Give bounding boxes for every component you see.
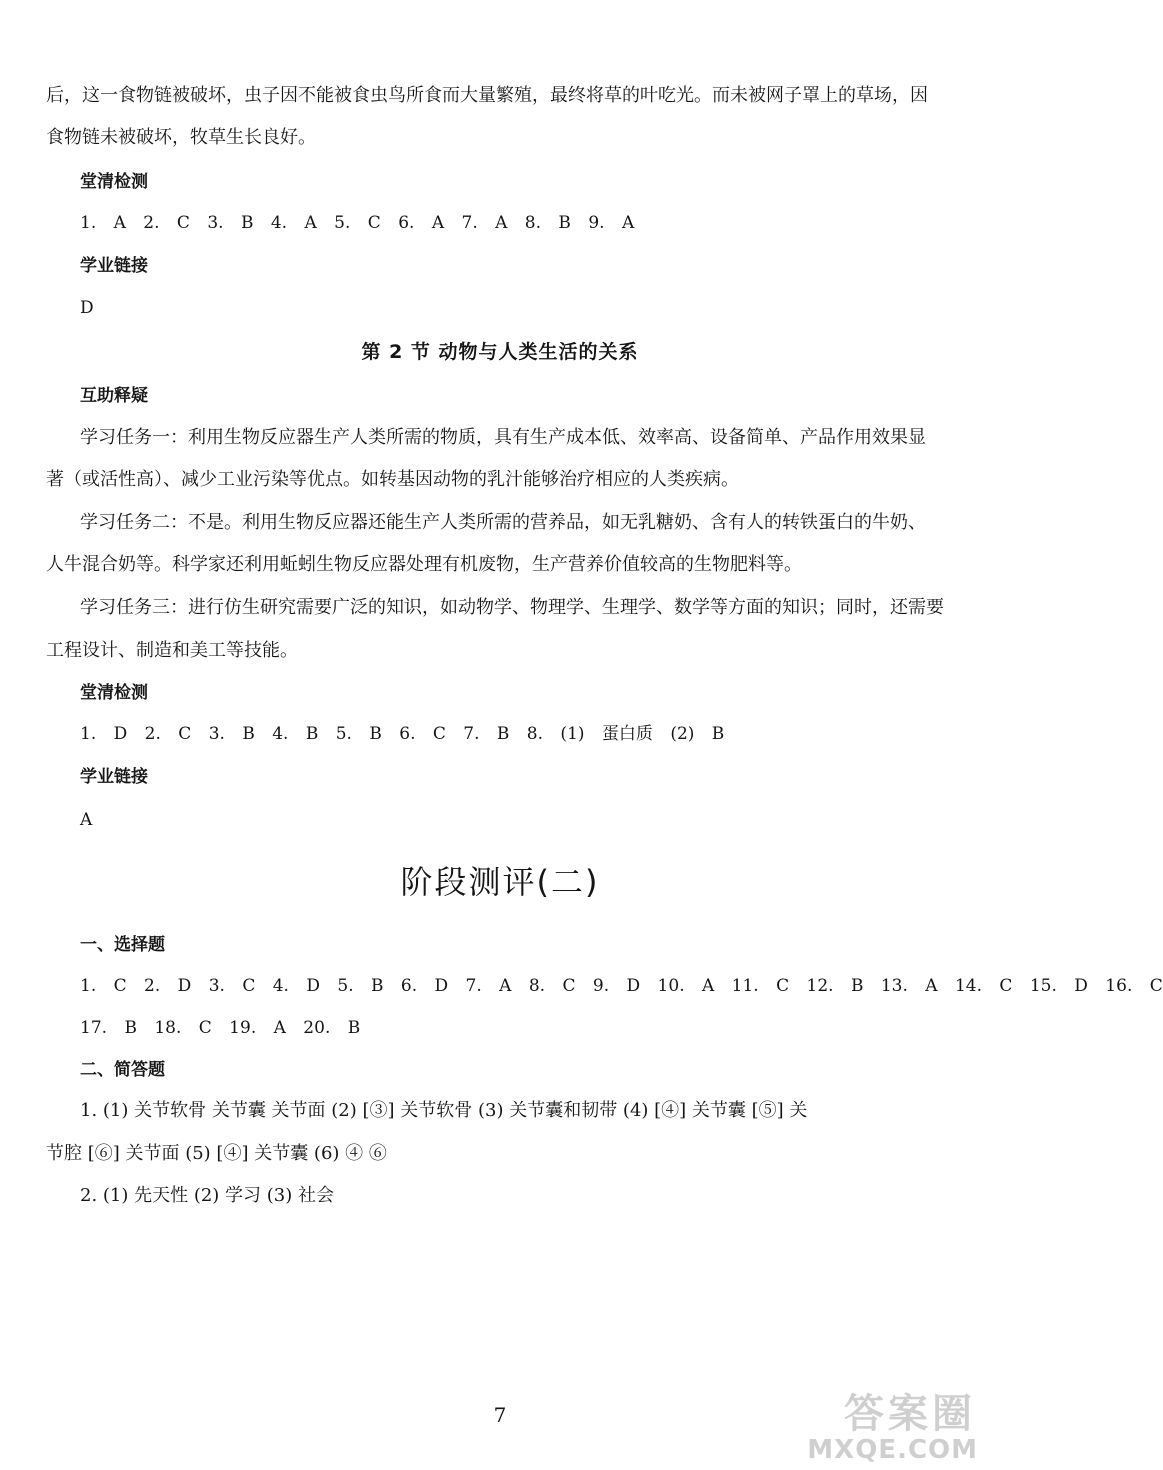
task3-line-1: 学习任务三：进行仿生研究需要广泛的知识，如动物学、物理学、生理学、数学等方面的知识；同时，还需要 [80,597,944,618]
task3-line-2: 工程设计、制造和美工等技能。 [46,640,298,661]
link-answer-1: D [80,298,94,318]
section-title: 第 2 节 动物与人类生活的关系 [361,341,639,363]
q1-line-1: 1. (1) 关节软骨 关节囊 关节面 (2) [③] 关节软骨 (3) 关节囊和韧带 (4) [④] 关节囊 [⑤] 关 [80,1100,808,1121]
help-heading: 互助释疑 [80,386,148,406]
link-heading-2: 学业链接 [80,767,148,787]
check-heading-2: 堂清检测 [80,683,148,703]
stage-title: 阶段测评(二) [400,863,600,901]
watermark-bottom-text: MXQE.COM [807,1435,978,1465]
check-heading-1: 堂清检测 [80,172,148,192]
task1-line-1: 学习任务一：利用生物反应器生产人类所需的物质，具有生产成本低、效率高、设备简单、产品作用效果显 [80,427,926,448]
short-answer-heading: 二、简答题 [80,1060,165,1080]
link-answer-2: A [80,810,93,830]
q2-line: 2. (1) 先天性 (2) 学习 (3) 社会 [80,1185,334,1206]
q1-line-2: 节腔 [⑥] 关节面 (5) [④] 关节囊 (6) ④ ⑥ [46,1143,387,1164]
check-answers-2: 1. D 2. C 3. B 4. B 5. B 6. C 7. B 8. (1) 蛋白质 (2) B [80,724,725,744]
page-number: 7 [493,1403,507,1427]
check-answers-1: 1. A 2. C 3. B 4. A 5. C 6. A 7. A 8. B 9. A [80,213,635,233]
intro-line-2: 食物链未被破坏，牧草生长良好。 [46,127,316,148]
task2-line-1: 学习任务二：不是。利用生物反应器还能生产人类所需的营养品，如无乳糖奶、含有人的转铁蛋白的牛奶、 [80,512,926,533]
task2-line-2: 人牛混合奶等。科学家还利用蚯蚓生物反应器处理有机废物，生产营养价值较高的生物肥料等。 [46,554,802,575]
choice-answers-line-1: 1. C 2. D 3. C 4. D 5. B 6. D 7. A 8. C 9. D 10. A 11. C 12. B 13. A 14. C 15. D 16. C [80,976,1163,996]
intro-line-1: 后，这一食物链被破坏，虫子因不能被食虫鸟所食而大量繁殖，最终将草的叶吃光。而未被网子罩上的草场，因 [46,85,928,106]
choice-answers-line-2: 17. B 18. C 19. A 20. B [80,1018,361,1038]
watermark-top-text: 答案圈 [844,1391,976,1437]
choice-heading: 一、选择题 [80,935,165,955]
link-heading-1: 学业链接 [80,256,148,276]
task1-line-2: 著（或活性高）、减少工业污染等优点。如转基因动物的乳汁能够治疗相应的人类疾病。 [46,469,739,490]
